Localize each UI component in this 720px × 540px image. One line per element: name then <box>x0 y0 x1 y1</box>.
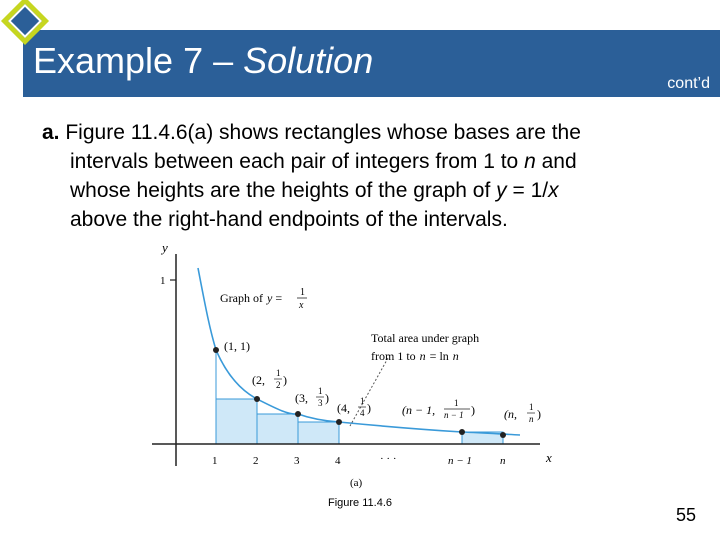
figure-sublabel: (a) <box>350 477 363 489</box>
point-3-den: 3 <box>318 398 323 408</box>
slide-title <box>33 40 373 82</box>
point-n-1-den: n − 1 <box>444 410 464 420</box>
point-2-label-pre: (2, <box>252 373 265 387</box>
point-4 <box>336 419 342 425</box>
area-label-n: n <box>419 349 426 363</box>
body-paragraph <box>42 118 702 234</box>
point-4-den: 4 <box>360 408 365 418</box>
body-line-3 <box>42 176 702 205</box>
graph-label-num: 1 <box>300 287 305 298</box>
axis-x-label: x <box>546 450 552 465</box>
point-1-label: (1, 1) <box>224 339 250 353</box>
title-italic: Solution <box>243 40 374 81</box>
body-line-1-text: Figure 11.4.6(a) shows rectangles whose bases are the <box>65 121 581 144</box>
point-n-label-post: ) <box>537 407 541 421</box>
point-n <box>500 432 506 438</box>
title-main: Example 7 – <box>33 40 234 81</box>
point-3-num: 1 <box>318 386 323 396</box>
graph-label-eq: = <box>275 291 283 305</box>
body-line-1 <box>42 118 702 147</box>
x-tick-2: 2 <box>253 455 259 467</box>
body-line-3-a: whose heights are the heights of the graph of <box>70 179 491 202</box>
area-label-eq: = ln <box>429 349 449 363</box>
var-y: y <box>496 179 507 202</box>
x-ellipsis: · · · <box>380 453 397 465</box>
point-n-1-num: 1 <box>454 398 459 408</box>
point-n-1 <box>459 429 465 435</box>
figure-graph <box>140 238 570 498</box>
point-4-num: 1 <box>360 396 365 406</box>
point-4-label-post: ) <box>367 401 371 415</box>
rect-3 <box>298 422 339 444</box>
page-number: 55 <box>675 505 696 525</box>
figure-caption: Figure 11.4.6 <box>327 497 392 509</box>
graph-label-text: Graph of <box>220 291 263 305</box>
point-2-label-post: ) <box>283 373 287 387</box>
point-n-label-pre: (n, <box>504 407 517 421</box>
area-label-n2: n <box>452 349 459 363</box>
x-tick-1: 1 <box>212 455 218 467</box>
area-label-line-1: Total area under graph <box>371 331 480 345</box>
body-line-3-b: = 1/ <box>512 179 549 202</box>
point-3-label-pre: (3, <box>295 391 308 405</box>
area-label-line-2 <box>371 349 459 363</box>
point-n-1-label <box>402 398 475 420</box>
body-line-2-b: and <box>541 150 577 173</box>
x-tick-n-1: n − 1 <box>448 455 472 467</box>
continued-label: cont’d <box>667 75 710 92</box>
graph-label <box>220 291 282 305</box>
area-label-line-2-text: from 1 to <box>371 349 416 363</box>
var-x: x <box>548 179 559 202</box>
x-tick-3: 3 <box>294 455 300 467</box>
graph-label-den: x <box>299 300 304 311</box>
point-1 <box>213 347 219 353</box>
body-line-4: above the right-hand endpoints of the intervals. <box>70 208 508 231</box>
var-n: n <box>524 150 536 173</box>
point-2-den: 2 <box>276 380 281 390</box>
point-n-label <box>504 402 541 424</box>
point-3-label <box>295 386 329 408</box>
body-line-2-a: intervals between each pair of integers from 1 to <box>70 150 519 173</box>
point-3 <box>295 411 301 417</box>
rect-2 <box>257 414 298 444</box>
point-n-1-label-pre: (n − 1, <box>402 403 436 417</box>
item-letter: a. <box>42 121 60 144</box>
x-tick-4: 4 <box>335 455 341 467</box>
point-2-label <box>252 368 287 390</box>
point-3-label-post: ) <box>325 391 329 405</box>
y-tick-1: 1 <box>160 275 166 287</box>
point-2 <box>254 396 260 402</box>
graph-label-y: y <box>266 291 273 305</box>
point-n-num: 1 <box>529 402 534 412</box>
point-2-num: 1 <box>276 368 281 378</box>
rect-1 <box>216 399 257 444</box>
body-line-2 <box>42 147 702 176</box>
diamond-inner <box>8 4 42 38</box>
point-n-1-label-post: ) <box>471 403 475 417</box>
point-4-label-pre: (4, <box>337 401 350 415</box>
point-4-label <box>337 396 371 418</box>
area-leader <box>350 358 388 426</box>
axis-y-label: y <box>162 240 168 255</box>
x-tick-n: n <box>500 455 506 467</box>
title-bar <box>23 30 720 97</box>
point-n-den: n <box>529 414 534 424</box>
